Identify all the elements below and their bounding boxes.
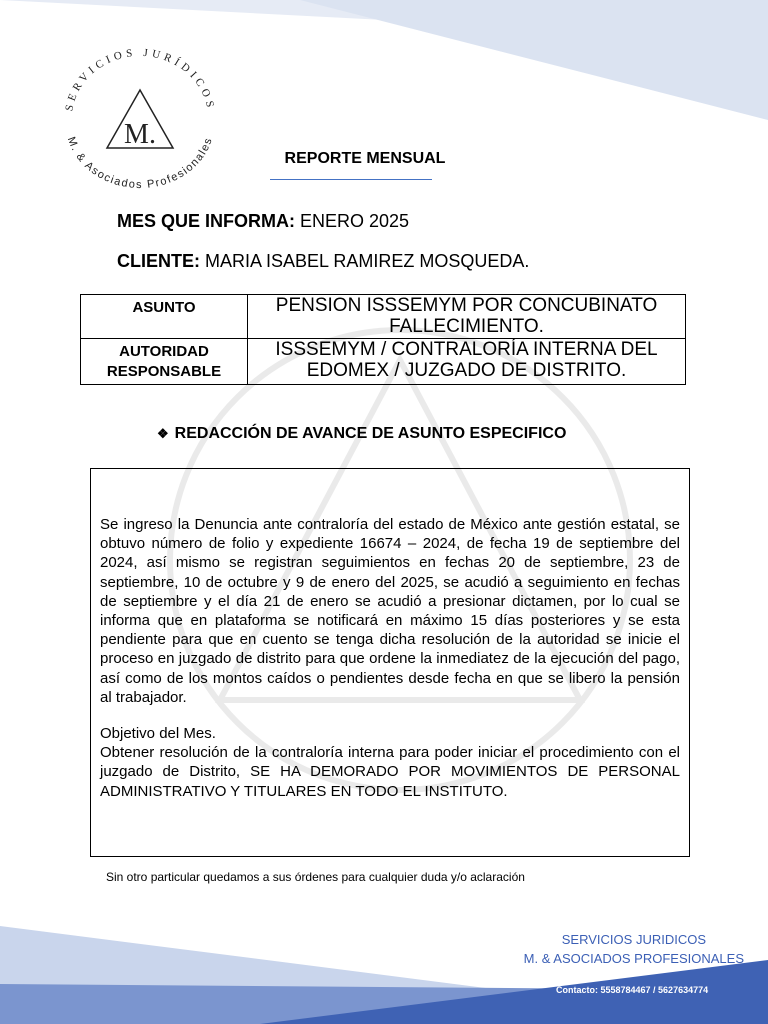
logo-ring-bottom-text: M. & Asociados Profesionales [64,135,216,190]
logo-monogram: M. [124,119,156,150]
diamond-bullet-icon: ❖ [157,426,169,441]
logo-ring-top-text: SERVICIOS JURÍDICOS [63,46,217,113]
report-title: REPORTE MENSUAL [284,150,446,167]
company-name-line2: M. & ASOCIADOS PROFESIONALES [523,951,744,966]
table-value-asunto: PENSION ISSSEMYM POR CONCUBINATO FALLECIMIENTO. [248,295,686,339]
table-value-autoridad: ISSSEMYM / CONTRALORÍA INTERNA DEL EDOMEX / JUZGADO DE DISTRITO. [248,339,686,385]
title-underline [270,179,432,180]
client-value: MARIA ISABEL RAMIREZ MOSQUEDA. [200,251,530,271]
table-row [81,295,686,339]
report-month-value: ENERO 2025 [295,211,410,231]
case-info-table [80,294,686,385]
objective-label: Objetivo del Mes. [100,725,216,743]
company-name [524,930,744,968]
report-month [117,211,409,232]
table-key-asunto: ASUNTO [81,295,248,339]
objective-text: Obtener resolución de la contraloría interna para poder iniciar el procedimiento con el juzgado de Distrito, SE HA DEMORADO POR MOVIMIENTOS DE PERSONAL ADMINISTRATIVO Y TITULARES EN TODO EL INSTITUTO. [100,744,680,800]
svg-text:SERVICIOS JURÍDICOS [63,47,216,112]
section-heading-text: REDACCIÓN DE AVANCE DE ASUNTO ESPECIFICO [174,425,567,442]
client [117,251,529,272]
contact-info: Contacto: 5558784467 / 5627634774 [556,985,709,995]
company-logo [52,40,228,190]
table-row [81,339,686,385]
client-label: CLIENTE: [117,251,200,271]
section-heading [157,425,566,443]
progress-paragraph: Se ingreso la Denuncia ante contraloría del estado de México ante gestión estatal, se obtuvo número de folio y expediente 16674 – 2024, de fecha 19 de septiembre del 2024, así mismo se registran seguimientos en fechas 20 de septiembre, 23 de septiembre, 10 de octubre y 9 de enero del 2025, se acudió a seguimiento en fechas de septiembre y el día 21 de enero se acudió a presionar dictamen, por lo cual se informa que en plataforma se notificará en máximo 15 días posteriores y se esta pendiente para que en cuento se tenga dicha resolución de la autoridad se inicie el proceso en juzgado de distrito para que ordene la inmediatez de la ejecución del pago, así como de los montos caídos o pendientes desde fecha en que se libero la pensión al trabajador. [100,516,680,706]
table-key-autoridad: AUTORIDAD RESPONSABLE [81,339,248,385]
report-month-label: MES QUE INFORMA: [117,211,295,231]
closing-remark: Sin otro particular quedamos a sus órdenes para cualquier duda y/o aclaración [106,870,525,884]
progress-text [100,515,680,801]
company-name-line1: SERVICIOS JURIDICOS [561,932,706,947]
